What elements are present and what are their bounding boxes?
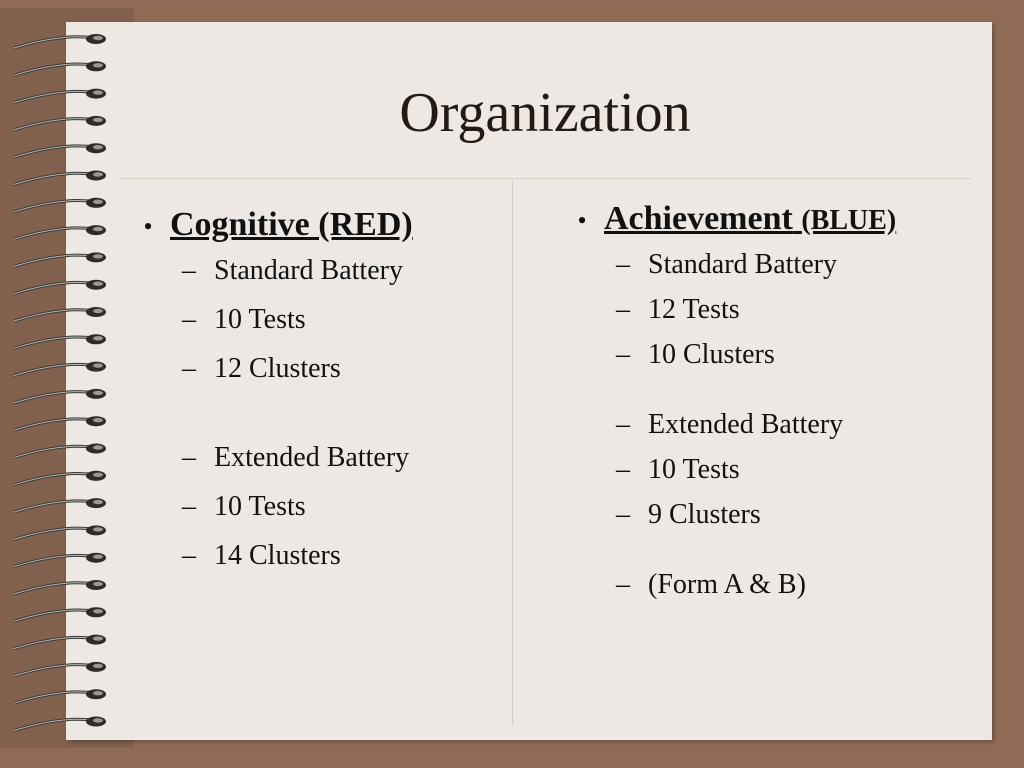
spiral-ring-icon — [14, 553, 106, 567]
spiral-ring-icon — [14, 580, 106, 594]
spiral-ring-icon — [14, 252, 106, 266]
cognitive-group-1 — [126, 254, 506, 386]
list-item: – Extended Battery — [182, 442, 410, 473]
achievement-column — [560, 200, 980, 613]
achievement-group-2 — [560, 408, 980, 532]
spiral-ring-icon — [14, 171, 106, 185]
list-item: – (Form A & B) — [616, 569, 806, 600]
spiral-ring-icon — [14, 635, 106, 649]
list-item: – Standard Battery — [616, 249, 837, 280]
list-item: – 10 Clusters — [616, 339, 775, 370]
spiral-ring-icon — [14, 34, 106, 48]
spiral-ring-icon — [14, 307, 106, 321]
spiral-ring-icon — [14, 280, 106, 294]
list-item: – 12 Tests — [616, 294, 740, 325]
spiral-ring-icon — [14, 198, 106, 212]
list-item: – 12 Clusters — [182, 353, 341, 384]
spiral-ring-icon — [14, 498, 106, 512]
cognitive-group-2 — [126, 441, 506, 573]
list-item: – 9 Clusters — [616, 499, 761, 530]
slide-title: Organization — [399, 82, 691, 144]
spiral-ring-icon — [14, 389, 106, 403]
cognitive-column — [126, 206, 506, 588]
achievement-group-1 — [560, 248, 980, 372]
spiral-ring-icon — [14, 334, 106, 348]
spiral-ring-icon — [14, 416, 106, 430]
list-item: – Standard Battery — [182, 255, 403, 286]
spiral-ring-icon — [14, 362, 106, 376]
bullet-icon: • — [577, 206, 587, 235]
achievement-heading-row — [560, 200, 980, 238]
spiral-ring-icon — [14, 607, 106, 621]
cognitive-heading-row — [126, 206, 506, 244]
bullet-icon: • — [143, 212, 153, 241]
list-item: – 10 Tests — [182, 304, 306, 335]
spiral-ring-icon — [14, 525, 106, 539]
spiral-ring-icon — [14, 444, 106, 458]
spiral-ring-icon — [14, 471, 106, 485]
achievement-heading: Achievement (BLUE) — [604, 200, 897, 237]
list-item: – 14 Clusters — [182, 540, 341, 571]
achievement-group-3 — [560, 568, 980, 602]
list-item: – Extended Battery — [616, 409, 844, 440]
title-divider — [120, 178, 972, 179]
spiral-ring-icon — [14, 717, 106, 731]
spiral-ring-icon — [14, 689, 106, 703]
spiral-ring-icon — [14, 225, 106, 239]
list-item: – 10 Tests — [616, 454, 740, 485]
spiral-ring-icon — [14, 61, 106, 75]
list-item: – 10 Tests — [182, 491, 306, 522]
spiral-ring-icon — [14, 662, 106, 676]
cognitive-heading: Cognitive (RED) — [170, 206, 413, 243]
column-divider — [512, 180, 513, 725]
